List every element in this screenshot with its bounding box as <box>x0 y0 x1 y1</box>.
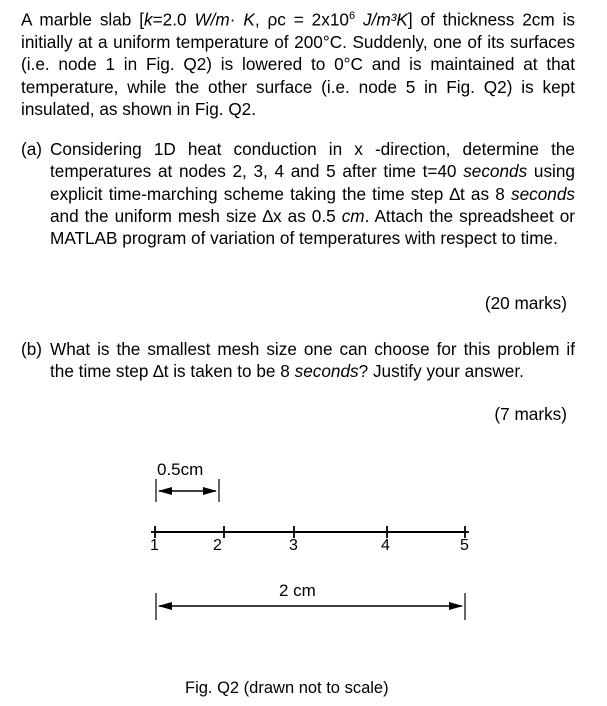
node-3 <box>289 526 298 554</box>
node-4-label: 4 <box>381 537 390 554</box>
node-1-label: 1 <box>150 537 159 554</box>
question-a-label: (a) <box>21 139 43 159</box>
figure-caption: Fig. Q2 (drawn not to scale) <box>185 679 389 697</box>
length-arrow-right <box>449 602 463 610</box>
spacing-arrow-right <box>203 487 217 495</box>
question-b-label: (b) <box>21 339 43 359</box>
spacing-label: 0.5cm <box>157 460 204 479</box>
question-a-marks: (20 marks) <box>484 293 567 313</box>
node-2-label: 2 <box>213 537 222 554</box>
question-a-text: Considering 1D heat conduction in x -direction, determine the temperatures at nodes 2, 3, 4 and 5 after time t=40 seconds using explicit time-marching scheme taking the time step ∆t as 8 seconds and the uniform mesh size ∆x as 0.5 cm. Attach the spreadsheet or MATLAB program of variation of temperatures with respect to time. <box>50 139 575 249</box>
spacing-arrow-left <box>158 487 172 495</box>
node-4 <box>381 526 391 554</box>
node-5 <box>460 526 469 554</box>
length-label: 2 cm <box>279 581 316 600</box>
node-5-label: 5 <box>460 537 469 554</box>
problem-statement: A marble slab [k=2.0 W/m· K, $\rho c = 2x10^6$ J/m³K] of thickness 2cm is initially at a uniform temperature of 200°C. Suddenly, one of its surfaces (i.e. node 1 in Fig. Q2) is lowered to 0°C and is maintained at that temperature, while the other surface (i.e. node 5 in Fig. Q2) is kept insulated, as shown in Fig. Q2. <box>21 9 575 119</box>
length-arrow-left <box>158 602 172 610</box>
question-b-text: What is the smallest mesh size one can choose for this problem if the time step ∆t is taken to be 8 seconds? Justify your answer. <box>50 339 575 382</box>
node-2 <box>213 526 228 554</box>
node-1 <box>150 526 159 554</box>
node-3-label: 3 <box>289 537 298 554</box>
question-b-marks: (7 marks) <box>494 404 567 424</box>
